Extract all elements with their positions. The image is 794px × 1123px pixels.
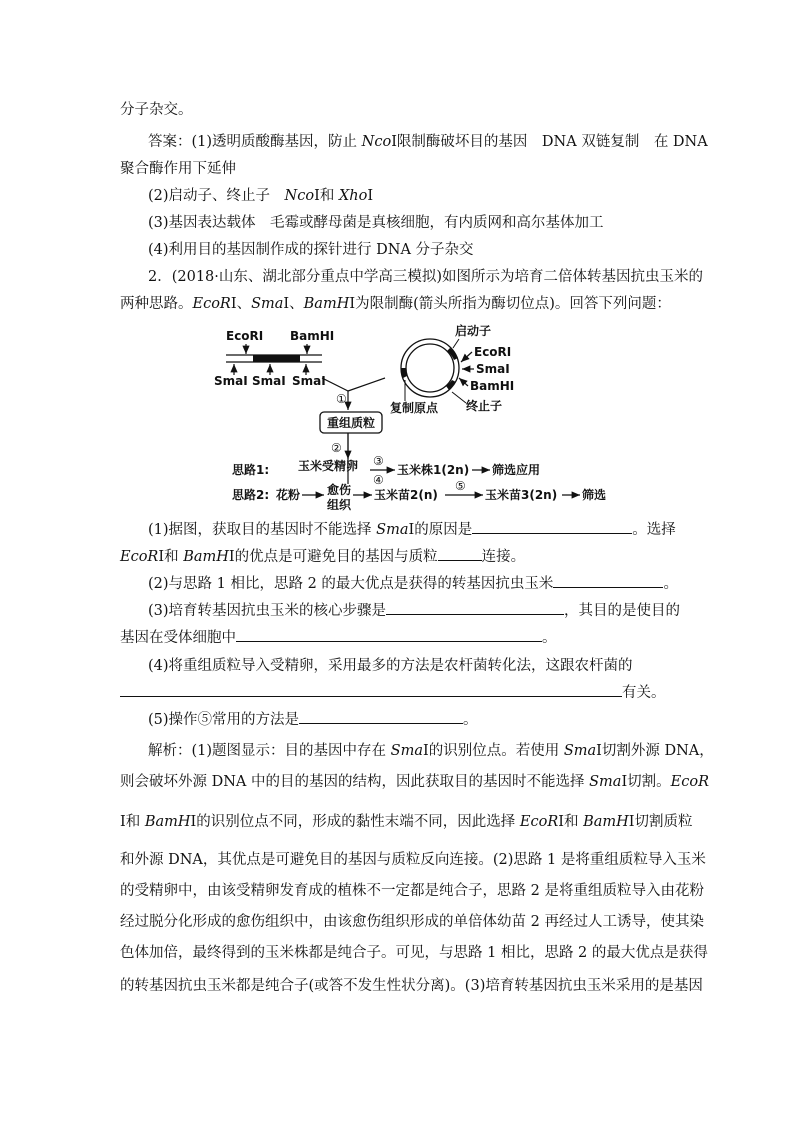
seedling-2-label: 玉米苗2(n) [374, 488, 438, 502]
answer-blank-3[interactable] [553, 573, 663, 588]
bamhi-label-right: BamHⅠ [470, 379, 515, 393]
seedling-3-label: 玉米苗3(2n) [485, 488, 558, 502]
route-2-label: 思路2: [232, 488, 270, 502]
question-part-1b: EcoRⅠ和 BamHⅠ的优点是可避免目的基因与质粒 连接。 [120, 546, 525, 568]
smai-label-right: SmaⅠ [476, 362, 510, 376]
step-5-label: ⑤ [455, 479, 466, 493]
fertilized-egg-label: 玉米受精卵 [298, 459, 359, 473]
step-4-label: ④ [373, 473, 384, 487]
ecori-label-left: EcoRⅠ [226, 329, 264, 343]
answer-blank-1[interactable] [472, 519, 632, 534]
answer-blank-4[interactable] [386, 600, 564, 615]
explanation-line-3: Ⅰ和 BamHⅠ的识别位点不同，形成的黏性末端不同，因此选择 EcoRⅠ和 BamHⅠ切割质粒 [120, 814, 693, 830]
explanation-line-1: 解析：(1)题图显示：目的基因中存在 SmaⅠ的识别位点。若使用 SmaⅠ切割外源 DNA， [148, 743, 714, 759]
origin-label: 复制原点 [390, 401, 439, 415]
transgenic-corn-diagram [0, 0, 794, 520]
explanation-line-5: 的受精卵中，由该受精卵发育成的植株不一定都是纯合子，思路 2 是将重组质粒导入由花粉 [120, 883, 704, 899]
question-2-line-1: 2．(2018·山东、湖北部分重点中学高三模拟)如图所示为培育二倍体转基因抗虫玉米的 [148, 269, 704, 285]
smai-label-3: SmaⅠ [292, 374, 326, 388]
smai-label-2: SmaⅠ [252, 374, 286, 388]
smai-label-1: SmaⅠ [214, 374, 248, 388]
answer-line-2: (2)启动子、终止子 NcoⅠ和 XhoⅠ [148, 188, 374, 204]
bamhi-label-left: BamHⅠ [290, 329, 335, 343]
text-line: 分子杂交。 [120, 102, 193, 118]
answer-blank-7[interactable] [299, 709, 463, 724]
corn-plant-1-label: 玉米株1(2n) [397, 463, 470, 477]
answer-line-3: (3)基因表达载体 毛霉或酵母菌是真核细胞，有内质网和高尔基体加工 [148, 215, 604, 231]
recombinant-plasmid-label: 重组质粒 [327, 416, 376, 430]
question-part-4: (4)将重组质粒导入受精卵，采用最多的方法是农杆菌转化法，这跟农杆菌的 [148, 658, 633, 674]
explanation-line-2: 则会破坏外源 DNA 中的目的基因的结构，因此获取目的基因时不能选择 SmaⅠ切割。EcoR [120, 774, 710, 790]
step-1-label: ① [336, 392, 347, 406]
callus-label-1: 愈伤 [327, 483, 352, 497]
plasmid-inner-ring [406, 344, 454, 392]
terminator-label: 终止子 [466, 399, 503, 413]
route-1-label: 思路1: [232, 463, 270, 477]
explanation-line-8: 的转基因抗虫玉米都是纯合子(或答不发生性状分离)。(3)培育转基因抗虫玉米采用的是基因 [120, 978, 703, 994]
answer-line-4: (4)利用目的基因制作成的探针进行 DNA 分子杂交 [148, 242, 474, 258]
promoter-label: 启动子 [455, 324, 492, 338]
answer-blank-6[interactable] [120, 682, 622, 697]
screen-label: 筛选 [582, 488, 607, 502]
target-gene [253, 355, 300, 362]
callus-label-2: 组织 [327, 498, 352, 512]
question-part-3b: 基因在受体细胞中 。 [120, 627, 557, 649]
step-2-label: ② [331, 441, 342, 455]
question-part-2: (2)与思路 1 相比，思路 2 的最大优点是获得的转基因抗虫玉米 。 [148, 573, 678, 595]
question-part-5: (5)操作⑤常用的方法是 。 [148, 709, 478, 731]
screen-apply-label: 筛选应用 [492, 463, 541, 477]
answer-blank-2[interactable] [438, 546, 482, 561]
answer-line-1: 答案：(1)透明质酸酶基因，防止 NcoⅠ限制酶破坏目的基因 DNA 双链复制 在 DNA [148, 134, 708, 150]
answer-line-1b: 聚合酶作用下延伸 [120, 161, 236, 177]
question-part-1: (1)据图，获取目的基因时不能选择 SmaⅠ的原因是 。选择 [148, 519, 676, 541]
pollen-label: 花粉 [276, 488, 301, 502]
question-2-line-2: 两种思路。EcoRⅠ、SmaⅠ、BamHⅠ为限制酶(箭头所指为酶切位点)。回答下列问题： [120, 296, 671, 312]
question-part-3: (3)培育转基因抗虫玉米的核心步骤是 ，其目的是使目的 [148, 600, 680, 622]
explanation-line-7: 色体加倍，最终得到的玉米株都是纯合子。可见，与思路 1 相比，思路 2 的最大优点是获得 [120, 945, 708, 961]
question-part-4b: 有关。 [120, 682, 666, 704]
answer-blank-5[interactable] [236, 627, 542, 642]
explanation-line-4: 和外源 DNA，其优点是可避免目的基因与质粒反向连接。(2)思路 1 是将重组质粒导入玉米 [120, 852, 706, 868]
step-3-label: ③ [373, 454, 384, 468]
ecori-label-right: EcoRⅠ [474, 345, 512, 359]
explanation-line-6: 经过脱分化形成的愈伤组织中，由该愈伤组织形成的单倍体幼苗 2 再经过人工诱导，使其染 [120, 914, 704, 930]
